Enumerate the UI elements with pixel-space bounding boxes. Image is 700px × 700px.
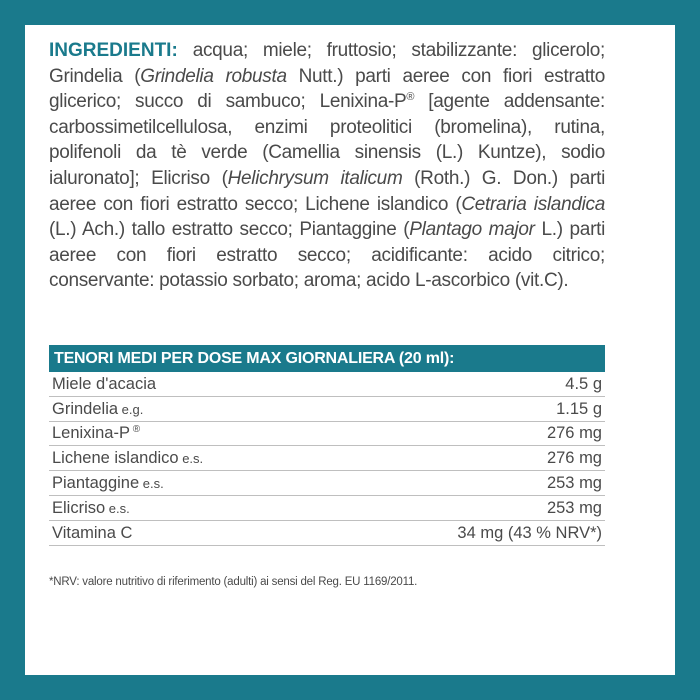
row-qualifier: e.s. bbox=[139, 475, 164, 491]
ingredients-latin-3: Cetraria islandica bbox=[461, 193, 605, 215]
ingredients-latin-4: Plantago major bbox=[409, 219, 535, 241]
row-name bbox=[52, 474, 164, 493]
row-name bbox=[52, 375, 156, 394]
registered-mark: ® bbox=[406, 91, 415, 104]
ingredients-text-1: acqua; miele; fruttosio; stabilizzante: glicerolo; Grindelia ( bbox=[49, 40, 605, 87]
row-name bbox=[52, 524, 132, 543]
row-name bbox=[52, 424, 140, 443]
row-name-text: Grindelia bbox=[52, 399, 119, 418]
table-row bbox=[49, 446, 605, 471]
ingredients-text-2: Nutt.) parti aeree con fiori estratto glicerico; succo di sambuco; Lenixina-P bbox=[49, 65, 605, 113]
row-amount: 276 mg bbox=[546, 449, 602, 468]
ingredients-title: INGREDIENTI: bbox=[49, 40, 178, 61]
table-row bbox=[49, 397, 605, 422]
ingredients-text-5: (L.) Ach.) tallo estratto secco; Piantaggine ( bbox=[49, 219, 410, 241]
row-amount: 253 mg bbox=[546, 473, 602, 492]
row-qualifier: e.s. bbox=[178, 451, 204, 467]
ingredients-paragraph bbox=[49, 38, 605, 294]
ingredients-latin-2: Helichrysum italicum bbox=[227, 167, 403, 189]
row-amount: 4.5 g bbox=[565, 374, 602, 393]
table-row bbox=[49, 422, 605, 447]
row-amount: 253 mg bbox=[546, 498, 602, 517]
row-amount: 1.15 g bbox=[556, 399, 602, 418]
row-name-text: Miele d'acacia bbox=[52, 374, 157, 393]
row-amount: 276 mg bbox=[546, 424, 602, 443]
row-name-text: Elicriso bbox=[52, 498, 106, 517]
table-body bbox=[49, 372, 605, 546]
row-name-text: Lenixina-P bbox=[52, 424, 130, 443]
row-name-text: Lichene islandico bbox=[52, 449, 179, 468]
table-row bbox=[49, 521, 605, 546]
row-name bbox=[52, 449, 203, 468]
row-name bbox=[52, 499, 130, 518]
row-name-text: Piantaggine bbox=[52, 473, 140, 492]
row-qualifier: e.s. bbox=[105, 500, 130, 516]
footnote: *NRV: valore nutritivo di riferimento (adulti) ai sensi del Reg. EU 1169/2011. bbox=[49, 576, 418, 588]
table-row bbox=[49, 471, 605, 496]
nutrition-table bbox=[49, 345, 605, 546]
ingredients-text-4: (Roth.) G. Don.) parti aeree con fiori estratto secco; Lichene islandico ( bbox=[49, 167, 605, 215]
row-name-text: Vitamina C bbox=[52, 523, 133, 542]
row-qualifier: e.g. bbox=[118, 401, 144, 417]
row-name bbox=[52, 400, 143, 419]
ingredients-latin-1: Grindelia robusta bbox=[140, 65, 287, 87]
row-amount: 34 mg (43 % NRV*) bbox=[457, 523, 602, 542]
table-row bbox=[49, 496, 605, 521]
ingredients-text-6: L.) parti aeree con fiori estratto secco; acidificante: acido citrico; conservante: potassio sorbato; aroma; acido L-ascorbico (vit.C). bbox=[49, 219, 605, 292]
row-registered-mark: ® bbox=[129, 424, 141, 436]
table-row bbox=[49, 372, 605, 397]
ingredients-text-3: [agente addensante: carbossimetilcellulosa, enzimi proteolitici (bromelina), rutina, polifenoli da tè verde (Camellia sinensis (L.) Kuntze), sodio ialuronato]; Elicriso ( bbox=[49, 91, 605, 189]
table-header: TENORI MEDI PER DOSE MAX GIORNALIERA (20 ml): bbox=[49, 345, 605, 372]
